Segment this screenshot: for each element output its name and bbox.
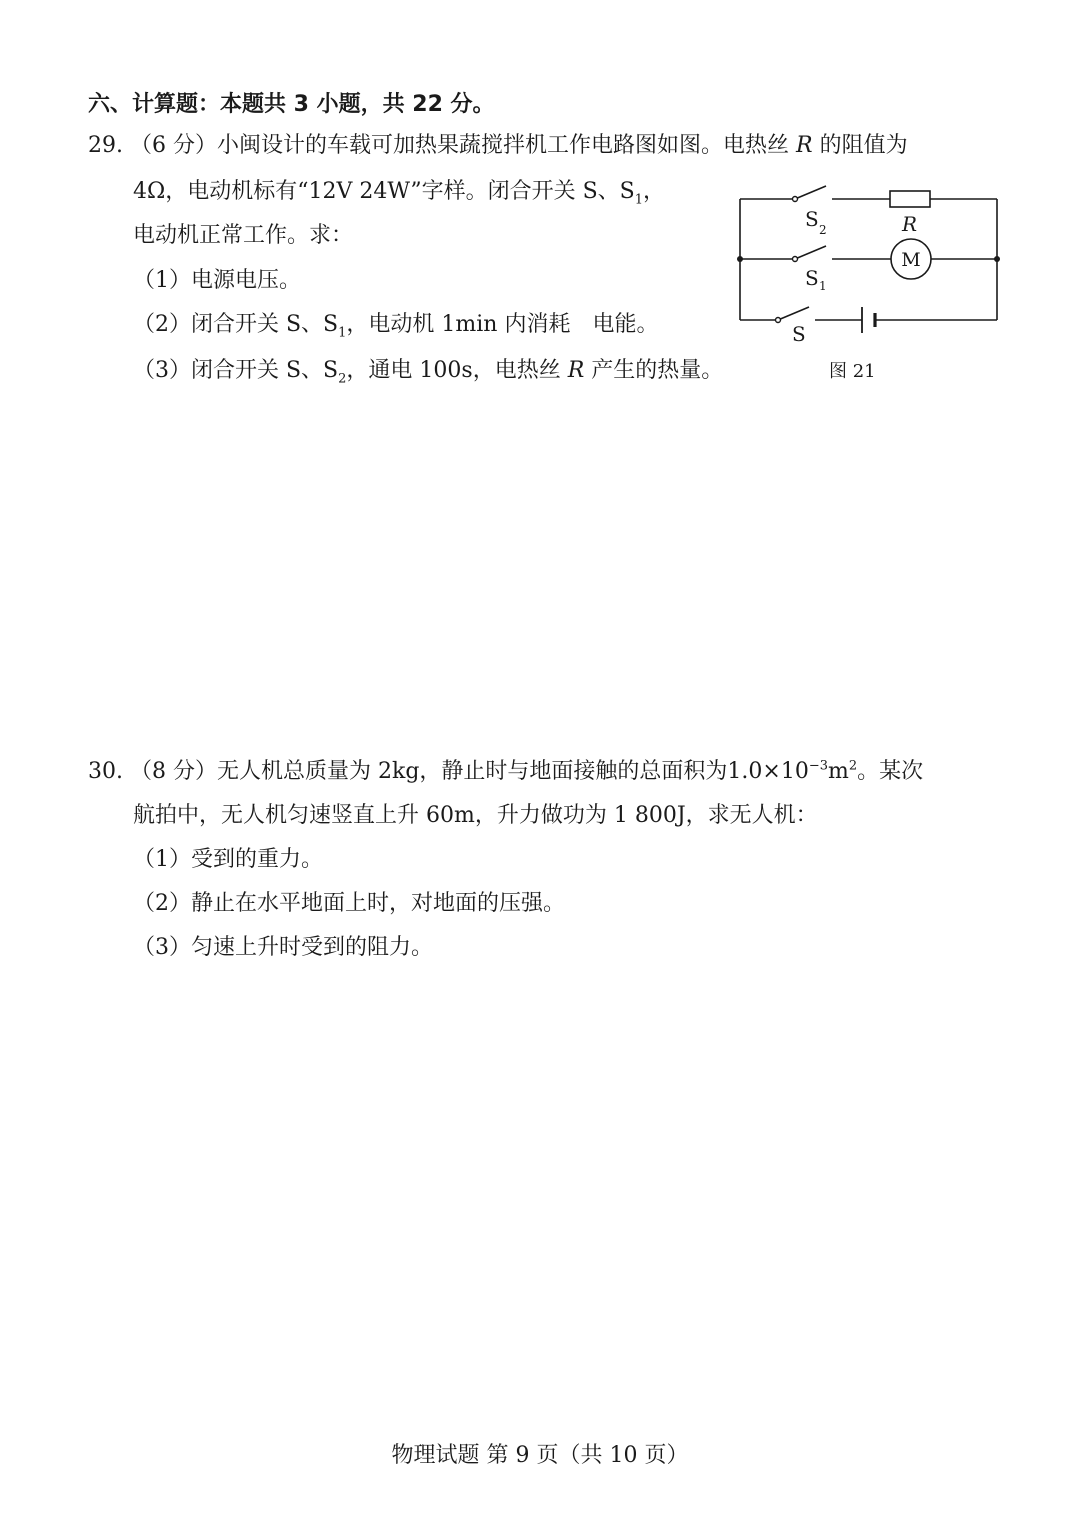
- q29-r-symbol: R: [796, 133, 813, 158]
- resistor-r: [890, 191, 930, 207]
- section-title: 六、计算题：本题共 3 小题，共 22 分。: [88, 92, 495, 117]
- q29-part3-subscript: 2: [338, 371, 347, 387]
- q30-line1-end: 。某次: [857, 759, 924, 784]
- switch-s-blade: [778, 307, 809, 320]
- switch-s2-pivot: [793, 197, 798, 202]
- q29-line2-comma: ，: [643, 179, 666, 204]
- q30-area-exp: −3: [808, 758, 828, 774]
- q30-points: （8 分）: [130, 759, 217, 784]
- label-s2: S: [805, 207, 819, 231]
- q30-part-3: （3）匀速上升时受到的阻力。: [133, 935, 433, 960]
- q30-area-unit: m: [828, 759, 849, 784]
- q30-area-value: 1.0×10: [727, 759, 809, 784]
- q29-line-1: [88, 131, 908, 161]
- q30-part-1: （1）受到的重力。: [133, 847, 323, 872]
- q29-number: 29.: [88, 133, 123, 158]
- q29-line-2: [133, 177, 665, 207]
- switch-s-pivot: [776, 318, 781, 323]
- q29-part3-text: （3）闭合开关 S、S: [133, 358, 339, 383]
- label-s2-sub: 2: [819, 223, 827, 237]
- q29-part-2: [133, 310, 658, 340]
- figure-caption: 图 21: [829, 361, 876, 382]
- page-footer: 物理试题 第 9 页（共 10 页）: [391, 1443, 689, 1468]
- junction-right: [994, 256, 1000, 262]
- q30-line-1: [88, 757, 923, 787]
- q29-intro-b: 的阻值为: [812, 133, 908, 158]
- q30-part-2: （2）静止在水平地面上时，对地面的压强。: [133, 891, 565, 916]
- q30-number: 30.: [88, 759, 123, 784]
- switch-s1-blade: [795, 246, 826, 259]
- q29-part2-text: （2）闭合开关 S、S: [133, 312, 339, 337]
- q30-area-unit-exp: 2: [848, 758, 858, 774]
- q29-part3-mid: ，通电 100s，电热丝: [346, 358, 568, 383]
- q29-line-3: 电动机正常工作。求：: [133, 223, 354, 248]
- label-r: R: [902, 212, 918, 236]
- q29-part-1: （1）电源电压。: [133, 268, 301, 293]
- label-s: S: [792, 322, 806, 346]
- q30-line-2: 航拍中，无人机匀速竖直上升 60m，升力做功为 1 800J，求无人机：: [133, 803, 818, 828]
- label-s1-sub: 1: [819, 279, 827, 293]
- q30-line1-text: 无人机总质量为 2kg，静止时与地面接触的总面积为: [217, 759, 728, 784]
- label-m: M: [901, 249, 921, 271]
- q29-intro-a: 小闽设计的车载可加热果蔬搅拌机工作电路图如图。电热丝: [217, 133, 796, 158]
- q29-part2-subscript: 1: [338, 325, 347, 341]
- q29-part2-rest: ，电动机 1min 内消耗 电能。: [346, 312, 659, 337]
- q29-line2-text: 4Ω，电动机标有“12V 24W”字样。闭合开关 S、S: [133, 179, 635, 204]
- q29-part-3: [133, 356, 723, 386]
- switch-s1-pivot: [793, 257, 798, 262]
- label-s1: S: [805, 266, 819, 290]
- q29-points: （6 分）: [130, 133, 217, 158]
- q29-line2-subscript: 1: [634, 192, 644, 208]
- switch-s2-blade: [795, 186, 826, 199]
- junction-left: [737, 256, 743, 262]
- circuit-diagram: [730, 180, 1010, 350]
- q29-part3-rest: 产生的热量。: [584, 358, 724, 383]
- q29-part3-r-symbol: R: [567, 358, 585, 383]
